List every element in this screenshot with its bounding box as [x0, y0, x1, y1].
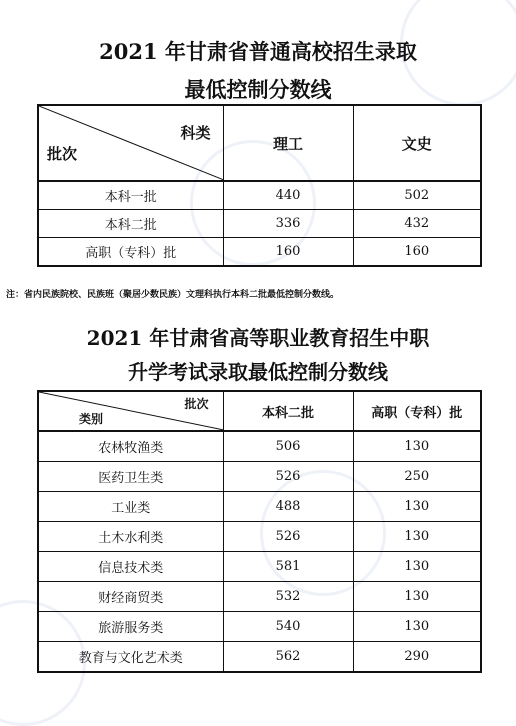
score-cell: 336 [223, 210, 353, 238]
row-label: 土木水利类 [38, 522, 223, 552]
score-cell: 130 [353, 612, 481, 642]
table-row [38, 492, 481, 522]
score-cell: 581 [223, 552, 353, 582]
table-row [38, 642, 481, 673]
table-row [38, 582, 481, 612]
score-cell: 160 [353, 238, 481, 267]
score-cell: 532 [223, 582, 353, 612]
score-cell: 540 [223, 612, 353, 642]
row-label: 教育与文化艺术类 [38, 642, 223, 673]
corner-header-cell [38, 391, 223, 431]
score-cell: 290 [353, 642, 481, 673]
table-row [38, 612, 481, 642]
table-row [38, 238, 481, 267]
table-row [38, 552, 481, 582]
score-cell: 130 [353, 492, 481, 522]
column-header: 理工 [223, 105, 353, 181]
score-cell: 130 [353, 522, 481, 552]
score-cell: 250 [353, 462, 481, 492]
table-row [38, 431, 481, 462]
table-row [38, 462, 481, 492]
table-header-row [38, 391, 481, 431]
column-header: 高职（专科）批 [353, 391, 481, 431]
score-cell: 562 [223, 642, 353, 673]
score-cell: 440 [223, 181, 353, 210]
table-row [38, 181, 481, 210]
score-cell: 526 [223, 522, 353, 552]
score-table-general [37, 104, 482, 267]
score-cell: 130 [353, 431, 481, 462]
table-header-row [38, 105, 481, 181]
score-cell: 160 [223, 238, 353, 267]
corner-label-batch: 批次 [184, 397, 209, 411]
doc1-title-line1: 2021 年甘肃省普通高校招生录取 [99, 39, 417, 64]
table-row [38, 210, 481, 238]
corner-label-batch: 批次 [47, 145, 78, 163]
score-cell: 502 [353, 181, 481, 210]
row-label: 财经商贸类 [38, 582, 223, 612]
score-cell: 506 [223, 431, 353, 462]
score-cell: 432 [353, 210, 481, 238]
row-label: 工业类 [38, 492, 223, 522]
column-header: 本科二批 [223, 391, 353, 431]
column-header: 文史 [353, 105, 481, 181]
score-cell: 130 [353, 582, 481, 612]
row-label: 本科一批 [38, 181, 223, 210]
footnote: 注：省内民族院校、民族班（聚居少数民族）文理科执行本科二批最低控制分数线。 [6, 290, 340, 300]
row-label: 农林牧渔类 [38, 431, 223, 462]
corner-label-category: 科类 [180, 124, 211, 142]
score-cell: 130 [353, 552, 481, 582]
corner-label-category: 类别 [79, 412, 104, 426]
corner-header-cell [38, 105, 223, 181]
row-label: 信息技术类 [38, 552, 223, 582]
doc1-title-line2: 最低控制分数线 [184, 77, 332, 102]
row-label: 高职（专科）批 [38, 238, 223, 267]
score-table-vocational [37, 390, 482, 673]
score-cell: 488 [223, 492, 353, 522]
row-label: 本科二批 [38, 210, 223, 238]
row-label: 旅游服务类 [38, 612, 223, 642]
table-row [38, 522, 481, 552]
doc2-title-line1: 2021 年甘肃省高等职业教育招生中职 [86, 326, 430, 350]
score-cell: 526 [223, 462, 353, 492]
doc2-title-line2: 升学考试录取最低控制分数线 [128, 360, 388, 384]
row-label: 医药卫生类 [38, 462, 223, 492]
